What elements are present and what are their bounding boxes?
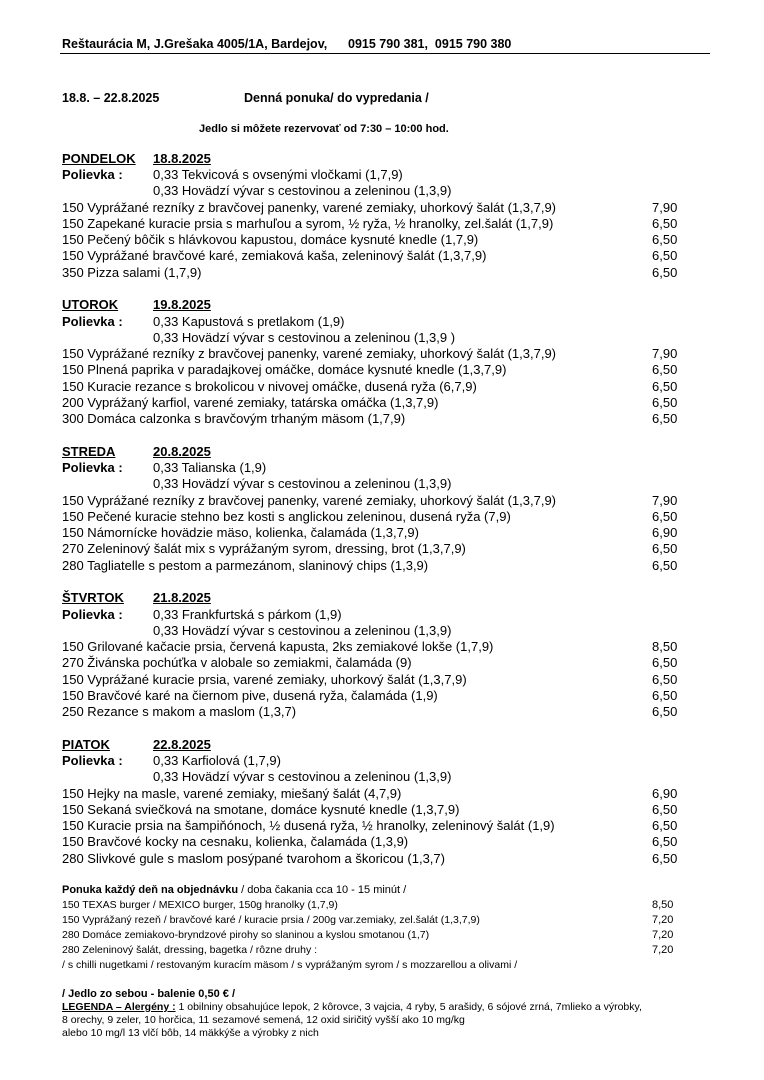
meal-text: 200 Vyprážaný karfiol, varené zemiaky, tatárska omáčka (1,3,7,9) xyxy=(62,395,439,410)
meal-row xyxy=(62,672,678,688)
meal-text: 280 Slivkové gule s maslom posýpané tvarohom a škoricou (1,3,7) xyxy=(62,851,445,866)
header-divider xyxy=(60,53,710,54)
daily-offer-title xyxy=(62,884,406,897)
allergen-legend-line: alebo 10 mg/l 13 vlčí bôb, 14 mäkkýše a výrobky z nich xyxy=(62,1027,319,1039)
meal-text: 270 Živánska pochúťka v alobale so zemiakmi, čalamáda (9) xyxy=(62,655,412,670)
meal-price: 6,50 xyxy=(652,232,678,247)
meal-price: 6,50 xyxy=(652,834,678,849)
reservation-note: Jedlo si môžete rezervovať od 7:30 – 10:00 hod. xyxy=(199,123,449,135)
meal-row xyxy=(62,362,678,378)
meal-price: 6,50 xyxy=(652,558,678,573)
meal-text: 270 Zeleninový šalát mix s vyprážaným syrom, dressing, brot (1,3,7,9) xyxy=(62,541,466,556)
day-name: PONDELOK xyxy=(62,151,136,166)
meal-price: 6,50 xyxy=(652,265,678,280)
meal-row xyxy=(62,493,678,509)
meal-text: 150 Kuracie rezance s brokolicou v nivovej omáčke, dusená ryža (6,7,9) xyxy=(62,379,477,394)
daily-offer-row xyxy=(62,944,674,957)
meal-price: 6,90 xyxy=(652,525,678,540)
soup-item: 0,33 Hovädzí vývar s cestovinou a zeleninou (1,3,9 ) xyxy=(153,330,456,345)
soup-item: 0,33 Hovädzí vývar s cestovinou a zeleninou (1,3,9) xyxy=(153,623,452,638)
meal-text: 150 Pečené kuracie stehno bez kosti s anglickou zeleninou, dusená ryža (7,9) xyxy=(62,509,511,524)
meal-text: 150 Hejky na masle, varené zemiaky, miešaný šalát (4,7,9) xyxy=(62,786,402,801)
meal-row xyxy=(62,802,678,818)
meal-row xyxy=(62,688,678,704)
meal-text: 150 Plnená paprika v paradajkovej omáčke, domáce kysnuté knedle (1,3,7,9) xyxy=(62,362,507,377)
meal-price: 6,90 xyxy=(652,786,678,801)
day-name: ŠTVRTOK xyxy=(62,590,124,605)
meal-row xyxy=(62,834,678,850)
day-name: UTOROK xyxy=(62,297,119,312)
day-date: 22.8.2025 xyxy=(153,737,211,752)
meal-row xyxy=(62,509,678,525)
daily-offer-title-rest: / doba čakania cca 10 - 15 minút / xyxy=(238,884,407,896)
daily-offer-text: 280 Domáce zemiakovo-bryndzové pirohy so slaninou a kyslou smotanou (1,7) xyxy=(62,929,430,941)
soup-label: Polievka : xyxy=(62,167,123,182)
meal-text: 150 Grilované kačacie prsia, červená kapusta, 2ks zemiakové lokše (1,7,9) xyxy=(62,639,494,654)
meal-price: 6,50 xyxy=(652,704,678,719)
meal-row xyxy=(62,265,678,281)
meal-text: 150 Námornícke hovädzie mäso, kolienka, čalamáda (1,3,7,9) xyxy=(62,525,419,540)
meal-price: 6,50 xyxy=(652,688,678,703)
daily-offer-price: 7,20 xyxy=(652,914,674,926)
soup-label: Polievka : xyxy=(62,753,123,768)
restaurant-header: Reštaurácia M, J.Grešaka 4005/1A, Bardejov, 0915 790 381, 0915 790 380 xyxy=(62,37,512,51)
soup-item: 0,33 Hovädzí vývar s cestovinou a zeleninou (1,3,9) xyxy=(153,476,452,491)
meal-price: 7,90 xyxy=(652,346,678,361)
meal-price: 6,50 xyxy=(652,541,678,556)
soup-item: 0,33 Talianska (1,9) xyxy=(153,460,267,475)
daily-offer-row xyxy=(62,959,517,972)
day-date: 21.8.2025 xyxy=(153,590,211,605)
meal-row xyxy=(62,704,678,720)
meal-text: 150 Vyprážané bravčové karé, zemiaková kaša, zeleninový šalát (1,3,7,9) xyxy=(62,248,487,263)
day-date: 20.8.2025 xyxy=(153,444,211,459)
meal-price: 6,50 xyxy=(652,395,678,410)
daily-offer-price: 7,20 xyxy=(652,944,674,956)
meal-row xyxy=(62,639,678,655)
meal-price: 8,50 xyxy=(652,639,678,654)
daily-offer-price: 8,50 xyxy=(652,899,674,911)
daily-offer-text: 150 TEXAS burger / MEXICO burger, 150g hranolky (1,7,9) xyxy=(62,899,338,911)
daily-offer-text: 280 Zeleninový šalát, dressing, bagetka / rôzne druhy : xyxy=(62,944,318,956)
meal-price: 7,90 xyxy=(652,493,678,508)
meal-row xyxy=(62,525,678,541)
meal-row xyxy=(62,248,678,264)
soup-label: Polievka : xyxy=(62,314,123,329)
meal-text: 150 Sekaná sviečková na smotane, domáce kysnuté knedle (1,3,7,9) xyxy=(62,802,460,817)
soup-label: Polievka : xyxy=(62,607,123,622)
allergen-legend-label: LEGENDA – Alergény : xyxy=(62,1001,176,1013)
allergen-legend-text: 1 obilniny obsahujúce lepok, 2 kôrovce, 3 vajcia, 4 ryby, 5 arašidy, 6 sójové zrná, 7mlieko a výrobky, xyxy=(175,1001,642,1013)
meal-row xyxy=(62,541,678,557)
meal-price: 6,50 xyxy=(652,672,678,687)
daily-offer-title-bold: Ponuka každý deň na objednávku xyxy=(62,884,239,896)
meal-price: 6,50 xyxy=(652,362,678,377)
meal-price: 6,50 xyxy=(652,509,678,524)
meal-text: 280 Tagliatelle s pestom a parmezánom, slaninový chips (1,3,9) xyxy=(62,558,429,573)
meal-price: 6,50 xyxy=(652,818,678,833)
daily-offer-row xyxy=(62,899,674,912)
meal-price: 6,50 xyxy=(652,655,678,670)
meal-text: 150 Bravčové kocky na cesnaku, kolienka, čalamáda (1,3,9) xyxy=(62,834,409,849)
meal-text: 150 Kuracie prsia na šampiňónoch, ½ dusená ryža, ½ hranolky, zeleninový šalát (1,9) xyxy=(62,818,555,833)
meal-price: 6,50 xyxy=(652,248,678,263)
meal-row xyxy=(62,379,678,395)
soup-item: 0,33 Hovädzí vývar s cestovinou a zeleninou (1,3,9) xyxy=(153,183,452,198)
meal-row xyxy=(62,851,678,867)
daily-offer-row xyxy=(62,929,674,942)
daily-offer-row xyxy=(62,914,674,927)
allergen-legend-line xyxy=(62,1001,642,1014)
meal-text: 150 Vyprážané kuracie prsia, varené zemiaky, uhorkový šalát (1,3,7,9) xyxy=(62,672,467,687)
daily-offer-text: 150 Vyprážaný rezeň / bravčové karé / kuracie prsia / 200g var.zemiaky, zel.šalát (1,3,7,9) xyxy=(62,914,480,926)
meal-text: 150 Vyprážané rezníky z bravčovej panenky, varené zemiaky, uhorkový šalát (1,3,7,9) xyxy=(62,200,557,215)
allergen-legend-line: 8 orechy, 9 zeler, 10 horčica, 11 sezamové semená, 12 oxid siričitý vyšší ako 10 mg/kg xyxy=(62,1014,465,1026)
meal-row xyxy=(62,411,678,427)
meal-text: 150 Vyprážané rezníky z bravčovej panenky, varené zemiaky, uhorkový šalát (1,3,7,9) xyxy=(62,493,557,508)
meal-text: 250 Rezance s makom a maslom (1,3,7) xyxy=(62,704,297,719)
meal-row xyxy=(62,655,678,671)
meal-row xyxy=(62,395,678,411)
offer-title: Denná ponuka/ do vypredania / xyxy=(244,91,429,105)
meal-text: 150 Zapekané kuracie prsia s marhuľou a syrom, ½ ryža, ½ hranolky, zel.šalát (1,7,9) xyxy=(62,216,554,231)
meal-price: 7,90 xyxy=(652,200,678,215)
meal-row xyxy=(62,216,678,232)
day-date: 18.8.2025 xyxy=(153,151,211,166)
soup-item: 0,33 Frankfurtská s párkom (1,9) xyxy=(153,607,342,622)
meal-row xyxy=(62,558,678,574)
meal-text: 150 Bravčové karé na čiernom pive, dusená ryža, čalamáda (1,9) xyxy=(62,688,438,703)
date-range: 18.8. – 22.8.2025 xyxy=(62,91,160,105)
soup-item: 0,33 Tekvicová s ovsenými vločkami (1,7,9) xyxy=(153,167,403,182)
meal-text: 150 Pečený bôčik s hlávkovou kapustou, domáce kysnuté knedle (1,7,9) xyxy=(62,232,479,247)
meal-row xyxy=(62,200,678,216)
soup-item: 0,33 Karfiolová (1,7,9) xyxy=(153,753,281,768)
meal-price: 6,50 xyxy=(652,802,678,817)
meal-price: 6,50 xyxy=(652,216,678,231)
takeaway-note: / Jedlo zo sebou - balenie 0,50 € / xyxy=(62,988,235,1000)
daily-offer-price: 7,20 xyxy=(652,929,674,941)
meal-price: 6,50 xyxy=(652,851,678,866)
meal-row xyxy=(62,818,678,834)
day-name: STREDA xyxy=(62,444,116,459)
meal-price: 6,50 xyxy=(652,379,678,394)
meal-row xyxy=(62,346,678,362)
meal-text: 150 Vyprážané rezníky z bravčovej panenky, varené zemiaky, uhorkový šalát (1,3,7,9) xyxy=(62,346,557,361)
meal-text: 300 Domáca calzonka s bravčovým trhaným mäsom (1,7,9) xyxy=(62,411,406,426)
soup-item: 0,33 Kapustová s pretlakom (1,9) xyxy=(153,314,345,329)
daily-offer-text: / s chilli nugetkami / restovaným kuracím mäsom / s vyprážaným syrom / s mozzarellou a olivami / xyxy=(62,959,518,971)
soup-label: Polievka : xyxy=(62,460,123,475)
meal-text: 350 Pizza salami (1,7,9) xyxy=(62,265,202,280)
meal-price: 6,50 xyxy=(652,411,678,426)
day-date: 19.8.2025 xyxy=(153,297,211,312)
meal-row xyxy=(62,232,678,248)
day-name: PIATOK xyxy=(62,737,110,752)
meal-row xyxy=(62,786,678,802)
soup-item: 0,33 Hovädzí vývar s cestovinou a zeleninou (1,3,9) xyxy=(153,769,452,784)
